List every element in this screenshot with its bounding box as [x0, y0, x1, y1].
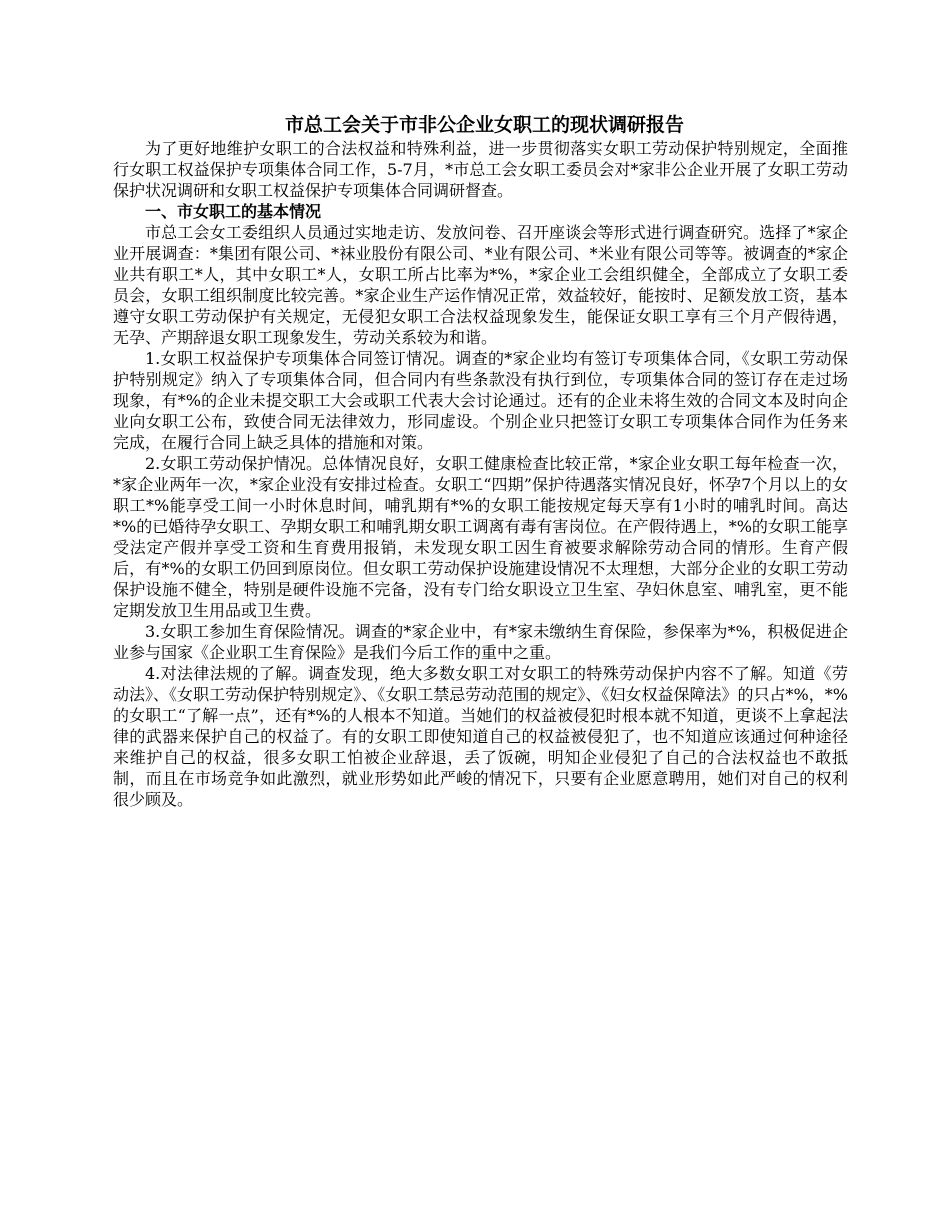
basic-situation-paragraph: 市总工会女工委组织人员通过实地走访、发放问卷、召开座谈会等形式进行调查研究。选择了*家企业开展调查：*集团有限公司、*袜业股份有限公司、*业有限公司、*米业有限公司等等。被调查的*家企业共有职工*人，其中女职工*人，女职工所占比率为*%，*家企业工会组织健全，全部成立了女职工委员会，女职工组织制度比较完善。*家企业生产运作情况正常，效益较好，能按时、足额发放工资，基本遵守女职工劳动保护有关规定，无侵犯女职工合法权益现象发生，能保证女职工享有三个月产假待遇，无孕、产期辞退女职工现象发生，劳动关系较为和谐。 [113, 223, 848, 347]
item-labor-protection: 2.女职工劳动保护情况。总体情况良好，女职工健康检查比较正常，*家企业女职工每年检查一次，*家企业两年一次，*家企业没有安排过检查。女职工“四期”保护待遇落实情况良好，怀孕7个月以上的女职工*%能享受工间一小时休息时间，哺乳期有*%的女职工能按规定每天享有1小时的哺乳时间。高达*%的已婚待孕女职工、孕期女职工和哺乳期女职工调离有毒有害岗位。在产假待遇上，*%的女职工能享受法定产假并享受工资和生育费用报销，未发现女职工因生育被要求解除劳动合同的情形。生育产假后，有*%的女职工仍回到原岗位。但女职工劳动保护设施建设情况不太理想，大部分企业的女职工劳动保护设施不健全，特别是硬件设施不完备，没有专门给女职设立卫生室、孕妇休息室、哺乳室，更不能定期发放卫生用品或卫生费。 [113, 454, 848, 620]
document-page [113, 112, 848, 810]
item-collective-contract: 1.女职工权益保护专项集体合同签订情况。调查的*家企业均有签订专项集体合同，《女职工劳动保护特别规定》纳入了专项集体合同，但合同内有些条款没有执行到位，专项集体合同的签订存在走过场现象，有*%的企业未提交职工大会或职工代表大会讨论通过。还有的企业未将生效的合同文本及时向企业向女职工公布，致使合同无法律效力，形同虚设。个别企业只把签订女职工专项集体合同作为任务来完成，在履行合同上缺乏具体的措施和对策。 [113, 349, 848, 452]
intro-paragraph: 为了更好地维护女职工的合法权益和特殊利益，进一步贯彻落实女职工劳动保护特别规定，全面推行女职工权益保护专项集体合同工作，5-7月，*市总工会女职工委员会对*家非公企业开展了女职工劳动保护状况调研和女职工权益保护专项集体合同调研督查。 [113, 139, 848, 200]
item-maternity-insurance: 3.女职工参加生育保险情况。调查的*家企业中，有*家未缴纳生育保险，参保率为*%，积极促进企业参与国家《企业职工生育保险》是我们今后工作的重中之重。 [113, 622, 848, 662]
section-heading-basic-situation: 一、市女职工的基本情况 [145, 202, 322, 221]
item-legal-awareness: 4.对法律法规的了解。调查发现，绝大多数女职工对女职工的特殊劳动保护内容不了解。知道《劳动法》、《女职工劳动保护特别规定》、《女职工禁忌劳动范围的规定》、《妇女权益保障法》的只占*%，*%的女职工“了解一点”，还有*%的人根本不知道。当她们的权益被侵犯时根本就不知道，更谈不上拿起法律的武器来保护自己的权益了。有的女职工即使知道自己的权益被侵犯了，也不知道应该通过何种途径来维护自己的权益，很多女职工怕被企业辞退，丢了饭碗，明知企业侵犯了自己的合法权益也不敢抵制，而且在市场竞争如此激烈，就业形势如此严峻的情况下，只要有企业愿意聘用，她们对自己的权利很少顾及。 [113, 664, 848, 809]
document-title: 市总工会关于市非公企业女职工的现状调研报告 [284, 114, 684, 136]
